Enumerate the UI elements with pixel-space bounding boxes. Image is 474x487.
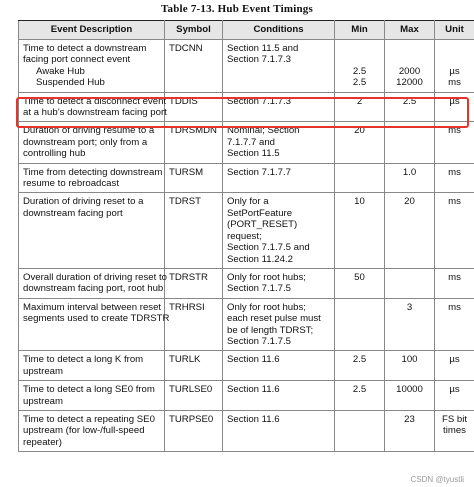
watermark: CSDN @tyustli bbox=[410, 475, 464, 484]
cell-line bbox=[339, 414, 380, 425]
cell-line: 2000 bbox=[398, 65, 421, 77]
cell-line: 2.5 bbox=[352, 77, 367, 89]
cell-line: Time to detect a long SE0 from bbox=[23, 384, 155, 396]
cell-line: Section 7.1.7.7 bbox=[227, 166, 292, 178]
cell-line bbox=[389, 125, 430, 136]
cell-line: Maximum interval between reset bbox=[23, 301, 162, 313]
symbol-text: TURLSE0 bbox=[169, 384, 213, 396]
symbol-cell bbox=[165, 163, 223, 193]
max-cell bbox=[385, 410, 435, 451]
cell-line: be of length TDRST; bbox=[227, 324, 314, 336]
cell-line: 100 bbox=[401, 354, 418, 366]
min-cell bbox=[335, 163, 385, 193]
symbol-cell bbox=[165, 193, 223, 268]
cell-line: 50 bbox=[354, 271, 365, 283]
cell-line: upstream bbox=[23, 365, 63, 377]
cell-line: 2.5 bbox=[352, 65, 367, 77]
cell-line: resume to rebroadcast bbox=[23, 178, 119, 190]
event-description-subline: Suspended Hub bbox=[36, 77, 105, 89]
conditions-cell bbox=[223, 410, 335, 451]
symbol-cell bbox=[165, 298, 223, 351]
cell-line: FS bit bbox=[441, 413, 468, 425]
symbol-text: TURLK bbox=[169, 354, 201, 366]
min-cell bbox=[335, 381, 385, 411]
cell-line bbox=[339, 302, 380, 313]
min-cell bbox=[335, 298, 385, 351]
table-row bbox=[19, 351, 474, 381]
cell-line: Section 11.6 bbox=[227, 384, 280, 396]
cell-line: ms bbox=[448, 125, 461, 137]
max-cell bbox=[385, 381, 435, 411]
min-cell bbox=[335, 92, 385, 122]
max-cell bbox=[385, 351, 435, 381]
conditions-cell bbox=[223, 381, 335, 411]
cell-line: Overall duration of driving reset to bbox=[23, 271, 167, 283]
cell-line: µs bbox=[449, 95, 460, 107]
table-row bbox=[19, 298, 474, 351]
table-row bbox=[19, 268, 474, 298]
cell-line: Section 11.24.2 bbox=[227, 253, 293, 265]
cell-line: Section 11.5 bbox=[227, 148, 280, 160]
conditions-cell bbox=[223, 268, 335, 298]
conditions-cell bbox=[223, 92, 335, 122]
cell-line: 12000 bbox=[396, 77, 423, 89]
cell-line bbox=[389, 43, 430, 54]
cell-line: 20 bbox=[354, 125, 365, 137]
symbol-text: TRHRSI bbox=[169, 301, 205, 313]
cell-line: ms bbox=[448, 77, 461, 89]
cell-line: request; bbox=[227, 230, 262, 242]
cell-line: (PORT_RESET) bbox=[227, 219, 298, 231]
cell-line: Section 7.1.7.3 bbox=[227, 95, 292, 107]
unit-cell bbox=[435, 92, 474, 122]
table-row bbox=[19, 40, 474, 93]
table-row bbox=[19, 92, 474, 122]
column-header-max: Max bbox=[385, 21, 435, 40]
max-cell bbox=[385, 163, 435, 193]
max-cell bbox=[385, 268, 435, 298]
symbol-text: TURSM bbox=[169, 166, 204, 178]
cell-line: Duration of driving resume to a bbox=[23, 125, 155, 137]
table-header-row bbox=[19, 21, 474, 40]
table-caption: Table 7-13. Hub Event Timings bbox=[160, 3, 313, 15]
conditions-cell bbox=[223, 193, 335, 268]
conditions-cell bbox=[223, 122, 335, 163]
unit-cell bbox=[435, 163, 474, 193]
max-cell bbox=[385, 92, 435, 122]
cell-line: controlling hub bbox=[23, 148, 86, 160]
cell-line: each reset pulse must bbox=[227, 313, 321, 325]
min-cell bbox=[335, 193, 385, 268]
cell-line: µs bbox=[449, 65, 460, 77]
cell-line: 10 bbox=[354, 196, 365, 208]
table-row bbox=[19, 122, 474, 163]
cell-line: Section 7.1.7.3 bbox=[227, 54, 292, 66]
cell-line: Section 7.1.7.5 bbox=[227, 335, 292, 347]
min-cell bbox=[335, 410, 385, 451]
conditions-cell bbox=[223, 351, 335, 381]
min-cell bbox=[335, 122, 385, 163]
cell-line: 2.5 bbox=[402, 95, 417, 107]
cell-line: Only for root hubs; bbox=[227, 271, 306, 283]
cell-line: 2.5 bbox=[352, 384, 367, 396]
table-row bbox=[19, 193, 474, 268]
symbol-cell bbox=[165, 122, 223, 163]
cell-line: Time to detect a repeating SE0 bbox=[23, 413, 155, 425]
event-description-cell bbox=[19, 193, 165, 268]
symbol-text: TDCNN bbox=[169, 43, 203, 54]
event-description-cell bbox=[19, 268, 165, 298]
symbol-text: TURPSE0 bbox=[169, 413, 214, 425]
column-header-conditions: Conditions bbox=[223, 21, 335, 40]
unit-cell bbox=[435, 410, 474, 451]
max-cell bbox=[385, 122, 435, 163]
event-description-cell bbox=[19, 381, 165, 411]
cell-line: segments used to create TDRSTR bbox=[23, 313, 170, 325]
column-header-unit: Unit bbox=[435, 21, 474, 40]
cell-line: ms bbox=[448, 196, 461, 208]
cell-line: 23 bbox=[404, 413, 415, 425]
cell-line: Section 11.5 and bbox=[227, 43, 299, 54]
conditions-cell bbox=[223, 298, 335, 351]
hub-event-timings-table bbox=[18, 20, 474, 452]
cell-line: downstream port; only from a bbox=[23, 136, 148, 148]
cell-line: 20 bbox=[404, 196, 415, 208]
symbol-cell bbox=[165, 40, 223, 93]
cell-line: 10000 bbox=[396, 384, 423, 396]
column-header-event-description: Event Description bbox=[19, 21, 165, 40]
cell-line: Section 7.1.7.5 bbox=[227, 283, 292, 295]
cell-line bbox=[339, 43, 380, 54]
max-cell bbox=[385, 193, 435, 268]
table-row bbox=[19, 410, 474, 451]
event-description-cell bbox=[19, 298, 170, 351]
cell-line: at a hub’s downstream facing port bbox=[23, 107, 167, 119]
cell-line bbox=[339, 167, 380, 178]
cell-line: Section 7.1.7.5 and bbox=[227, 242, 310, 254]
symbol-cell bbox=[165, 92, 223, 122]
cell-line: SetPortFeature bbox=[227, 207, 293, 219]
column-header-min: Min bbox=[335, 21, 385, 40]
cell-line: Section 11.6 bbox=[227, 354, 280, 366]
cell-line: Time to detect a downstream bbox=[23, 43, 147, 54]
cell-line bbox=[389, 272, 430, 283]
cell-line: upstream (for low-/full-speed bbox=[23, 425, 145, 437]
cell-line: downstream facing port, root hub bbox=[23, 283, 164, 295]
cell-line: upstream bbox=[23, 395, 63, 407]
symbol-cell bbox=[165, 351, 223, 381]
min-cell bbox=[335, 40, 385, 93]
symbol-text: TDDIS bbox=[169, 95, 198, 107]
cell-line: µs bbox=[449, 384, 460, 396]
event-description-cell bbox=[19, 122, 165, 163]
cell-line: 2.5 bbox=[352, 354, 367, 366]
symbol-text: TDRST bbox=[169, 196, 201, 208]
symbol-text: TDRSMDN bbox=[169, 125, 217, 137]
unit-cell bbox=[435, 40, 474, 93]
event-description-cell bbox=[19, 92, 165, 122]
table-row bbox=[19, 381, 474, 411]
min-cell bbox=[335, 268, 385, 298]
cell-line: Duration of driving reset to a bbox=[23, 196, 144, 208]
unit-cell bbox=[435, 193, 474, 268]
unit-cell bbox=[435, 351, 474, 381]
max-cell bbox=[385, 40, 435, 93]
event-description-subline: Awake Hub bbox=[36, 65, 85, 77]
cell-line: Section 11.6 bbox=[227, 413, 280, 425]
cell-line: 3 bbox=[406, 301, 413, 313]
cell-line: facing port connect event bbox=[23, 54, 131, 66]
max-cell bbox=[385, 298, 435, 351]
column-header-symbol: Symbol bbox=[165, 21, 223, 40]
unit-cell bbox=[435, 381, 474, 411]
cell-line: Only for root hubs; bbox=[227, 301, 306, 313]
cell-line: Time to detect a long K from bbox=[23, 354, 144, 366]
cell-line: Time from detecting downstream bbox=[23, 166, 163, 178]
event-description-cell bbox=[19, 351, 165, 381]
event-description-cell bbox=[19, 163, 165, 193]
cell-line: downstream facing port bbox=[23, 207, 123, 219]
cell-line: ms bbox=[448, 301, 461, 313]
cell-line: Time to detect a disconnect event bbox=[23, 95, 167, 107]
symbol-cell bbox=[165, 410, 223, 451]
symbol-cell bbox=[165, 381, 223, 411]
cell-line: µs bbox=[449, 354, 460, 366]
symbol-cell bbox=[165, 268, 223, 298]
conditions-cell bbox=[223, 40, 335, 93]
cell-line: ms bbox=[448, 166, 461, 178]
min-cell bbox=[335, 351, 385, 381]
cell-line: ms bbox=[448, 271, 461, 283]
cell-line: 1.0 bbox=[402, 166, 417, 178]
cell-line: 2 bbox=[356, 95, 363, 107]
table-row bbox=[19, 163, 474, 193]
cell-line bbox=[439, 54, 470, 65]
event-description-cell bbox=[19, 410, 165, 451]
cell-line: Only for a bbox=[227, 196, 269, 208]
cell-line: 7.1.7.7 and bbox=[227, 136, 276, 148]
unit-cell bbox=[435, 298, 474, 351]
event-description-cell bbox=[19, 40, 165, 93]
conditions-cell bbox=[223, 163, 335, 193]
cell-line bbox=[439, 43, 470, 54]
cell-line: repeater) bbox=[23, 436, 62, 448]
unit-cell bbox=[435, 268, 474, 298]
cell-line bbox=[389, 54, 430, 65]
cell-line: times bbox=[443, 425, 466, 437]
cell-line bbox=[339, 54, 380, 65]
unit-cell bbox=[435, 122, 474, 163]
symbol-text: TDRSTR bbox=[169, 271, 208, 283]
cell-line: Nominal; Section bbox=[227, 125, 300, 137]
